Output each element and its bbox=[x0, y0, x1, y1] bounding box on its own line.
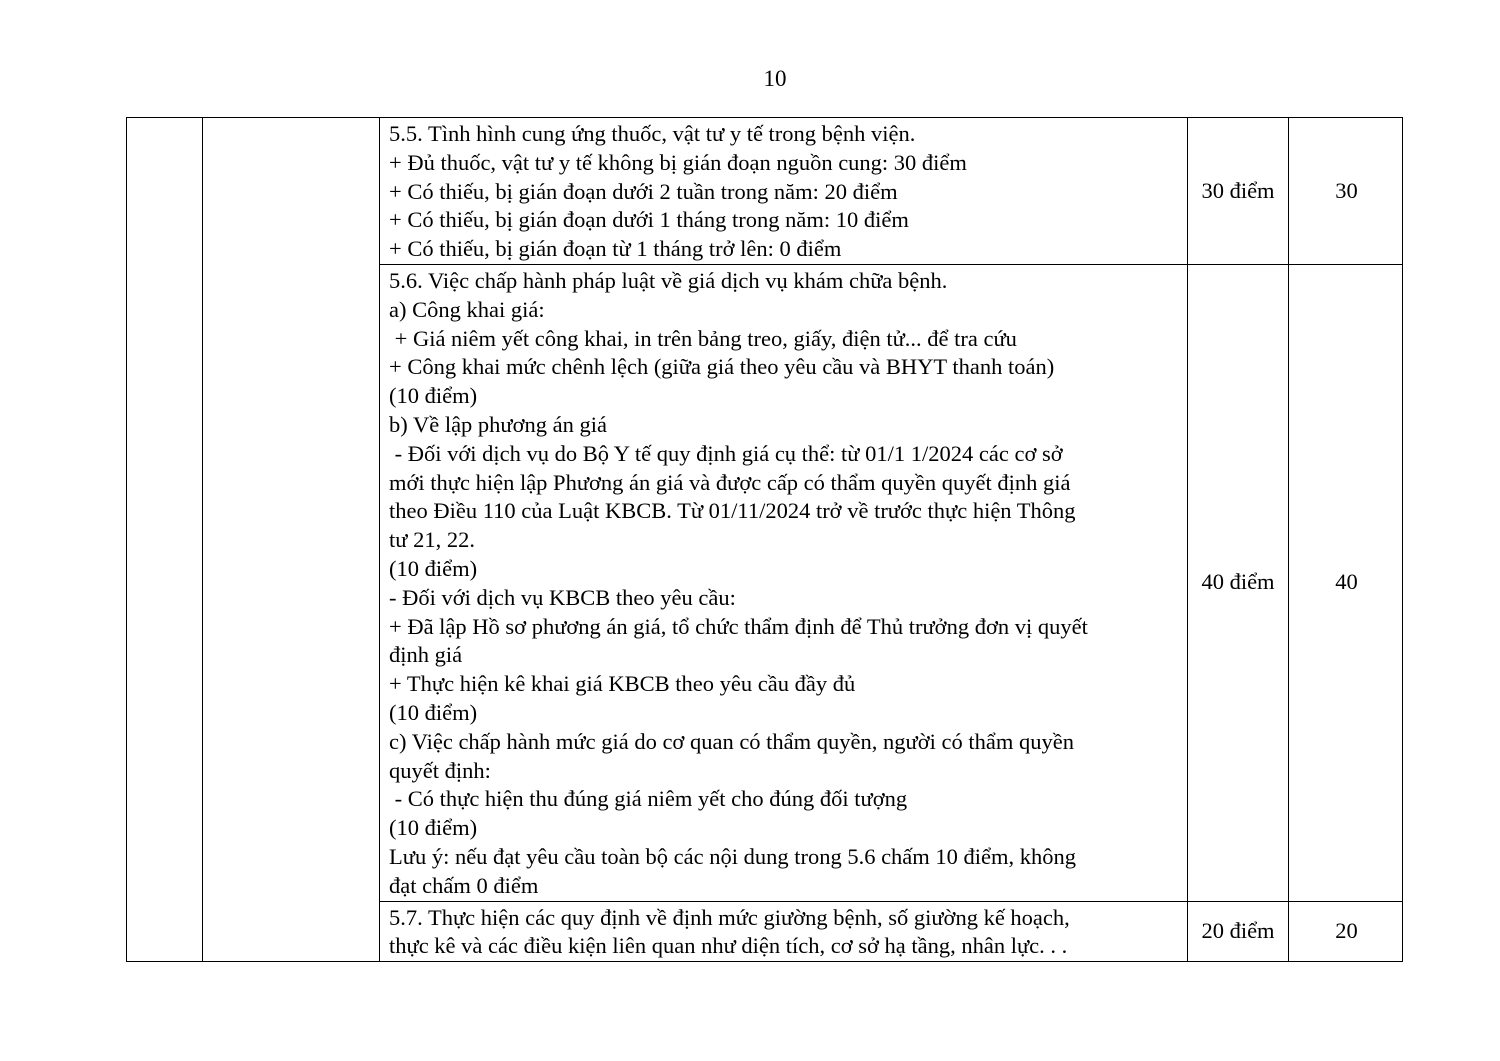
criterion-line: (10 điểm) bbox=[389, 699, 478, 725]
criterion-line: đạt chấm 0 điểm bbox=[389, 872, 539, 898]
criterion-line: + Có thiếu, bị gián đoạn dưới 2 tuần trong năm: 20 điểm bbox=[389, 178, 898, 204]
criterion-line: + Có thiếu, bị gián đoạn từ 1 tháng trở lên: 0 điểm bbox=[389, 236, 842, 262]
criterion-line: a) Công khai giá: bbox=[389, 296, 545, 322]
criterion-line: theo Điều 110 của Luật KBCB. Từ 01/11/2024 trở về trước thực hiện Thông bbox=[389, 498, 1076, 524]
criteria-table bbox=[126, 117, 1403, 962]
criterion-line: định giá bbox=[389, 642, 463, 668]
criterion-line: thực kê và các điều kiện liên quan như diện tích, cơ sở hạ tầng, nhân lực. . . bbox=[389, 933, 1068, 959]
criterion-line: - Có thực hiện thu đúng giá niêm yết cho đúng đối tượng bbox=[389, 786, 908, 812]
criterion-line: + Giá niêm yết công khai, in trên bảng treo, giấy, điện tử... để tra cứu bbox=[389, 325, 1017, 351]
max-score-cell: 40 điểm bbox=[1188, 264, 1289, 901]
criterion-content-cell bbox=[380, 264, 1188, 901]
criterion-line: (10 điểm) bbox=[389, 815, 478, 841]
criterion-content-cell bbox=[380, 901, 1188, 962]
criterion-line: + Công khai mức chênh lệch (giữa giá theo yêu cầu và BHYT thanh toán) bbox=[389, 354, 1055, 380]
criterion-line: mới thực hiện lập Phương án giá và được cấp có thẩm quyền quyết định giá bbox=[389, 469, 1071, 495]
criterion-line: 5.6. Việc chấp hành pháp luật về giá dịch vụ khám chữa bệnh. bbox=[389, 267, 948, 293]
criterion-line: quyết định: bbox=[389, 757, 491, 783]
criterion-line: (10 điểm) bbox=[389, 555, 478, 581]
max-score-cell: 20 điểm bbox=[1188, 901, 1289, 962]
page-number: 10 bbox=[763, 66, 787, 91]
criterion-line: + Có thiếu, bị gián đoạn dưới 1 tháng trong năm: 10 điểm bbox=[389, 207, 909, 233]
criterion-line: b) Về lập phương án giá bbox=[389, 411, 608, 437]
empty-column-1-cell bbox=[127, 118, 203, 962]
score-cell: 30 bbox=[1289, 118, 1403, 265]
criterion-line: + Đã lập Hồ sơ phương án giá, tổ chức thẩm định để Thủ trưởng đơn vị quyết bbox=[389, 613, 1088, 639]
criterion-line: + Đủ thuốc, vật tư y tế không bị gián đoạn nguồn cung: 30 điểm bbox=[389, 149, 967, 175]
criterion-line: (10 điểm) bbox=[389, 383, 478, 409]
criterion-line: 5.5. Tình hình cung ứng thuốc, vật tư y tế trong bệnh viện. bbox=[389, 121, 916, 146]
criterion-line: tư 21, 22. bbox=[389, 527, 475, 553]
criterion-line: c) Việc chấp hành mức giá do cơ quan có thẩm quyền, người có thẩm quyền bbox=[389, 728, 1074, 754]
max-score-cell: 30 điểm bbox=[1188, 118, 1289, 265]
criterion-content-cell bbox=[380, 118, 1188, 265]
score-cell: 40 bbox=[1289, 264, 1403, 901]
criterion-line: - Đối với dịch vụ KBCB theo yêu cầu: bbox=[389, 584, 736, 610]
criterion-line: Lưu ý: nếu đạt yêu cầu toàn bộ các nội dung trong 5.6 chấm 10 điểm, không bbox=[389, 843, 1077, 869]
criterion-line: 5.7. Thực hiện các quy định về định mức giường bệnh, số giường kế hoạch, bbox=[389, 904, 1070, 930]
criterion-line: + Thực hiện kê khai giá KBCB theo yêu cầu đầy đủ bbox=[389, 671, 856, 697]
empty-column-2-cell bbox=[203, 118, 380, 962]
criterion-line: - Đối với dịch vụ do Bộ Y tế quy định giá cụ thể: từ 01/1 1/2024 các cơ sở bbox=[389, 440, 1063, 466]
table-row-5-5 bbox=[127, 118, 1403, 265]
score-cell: 20 bbox=[1289, 901, 1403, 962]
